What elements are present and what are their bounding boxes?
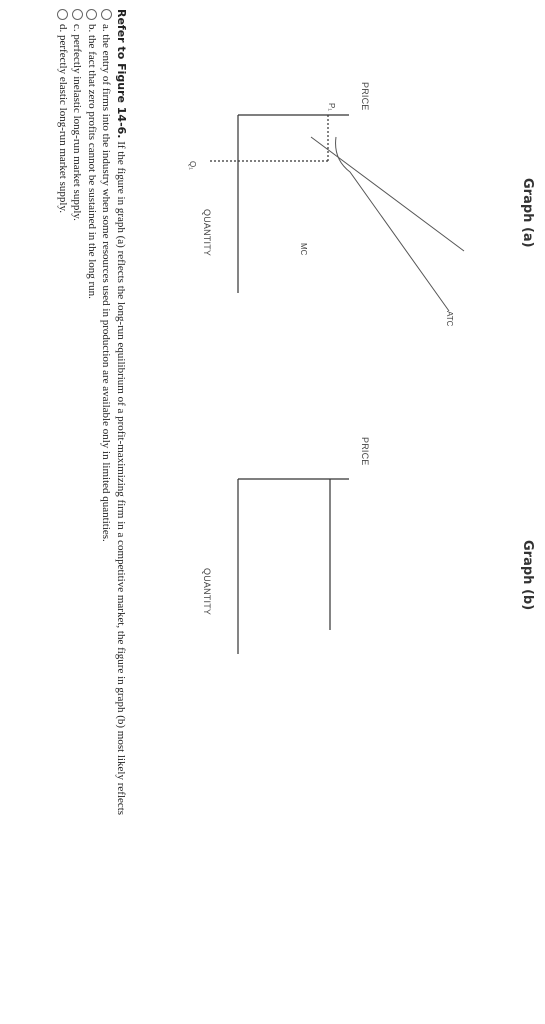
option-b[interactable] [85,9,100,999]
radio-button-c[interactable] [72,9,83,20]
graph-a-y-axis-label: PRICE [360,82,370,111]
answer-options [56,9,114,999]
question-text: If the figure in graph (a) reflects the long-run equilibrium of a profit-maximizing firm in a competitive market, the figure in graph (b) most likely reflects [115,138,127,816]
graph-a-quantity-tick-label: Q₁ [188,161,197,170]
figure-reference: Refer to Figure 14-6. [115,9,128,139]
option-d-label: d. perfectly elastic long-run market supply. [57,24,69,213]
question-block [56,9,128,999]
option-c-label: c. perfectly inelastic long-run market supply. [71,24,84,221]
option-b-label: b. the fact that zero profits cannot be sustained in the long run. [86,24,98,299]
radio-button-d[interactable] [57,9,68,20]
option-d[interactable] [56,9,71,999]
graph-b-x-axis-label: QUANTITY [202,568,212,616]
radio-button-a[interactable] [101,9,112,20]
option-a-label: a. the entry of firms into the industry when some resources used in production are available only in limited quantities. [100,24,113,542]
graph-a-price-tick-label: P₁ [327,103,336,112]
question-stem [115,9,128,999]
option-c[interactable] [70,9,85,999]
radio-button-b[interactable] [86,9,97,20]
mc-curve-label: MC [299,243,308,256]
graph-a-title: Graph (a) [520,178,535,248]
graph-b-y-axis-label: PRICE [360,437,370,466]
atc-curve-label: ATC [445,311,454,327]
option-a[interactable] [99,9,114,999]
graph-b-title: Graph (b) [520,540,535,611]
graph-a-x-axis-label: QUANTITY [202,209,212,257]
